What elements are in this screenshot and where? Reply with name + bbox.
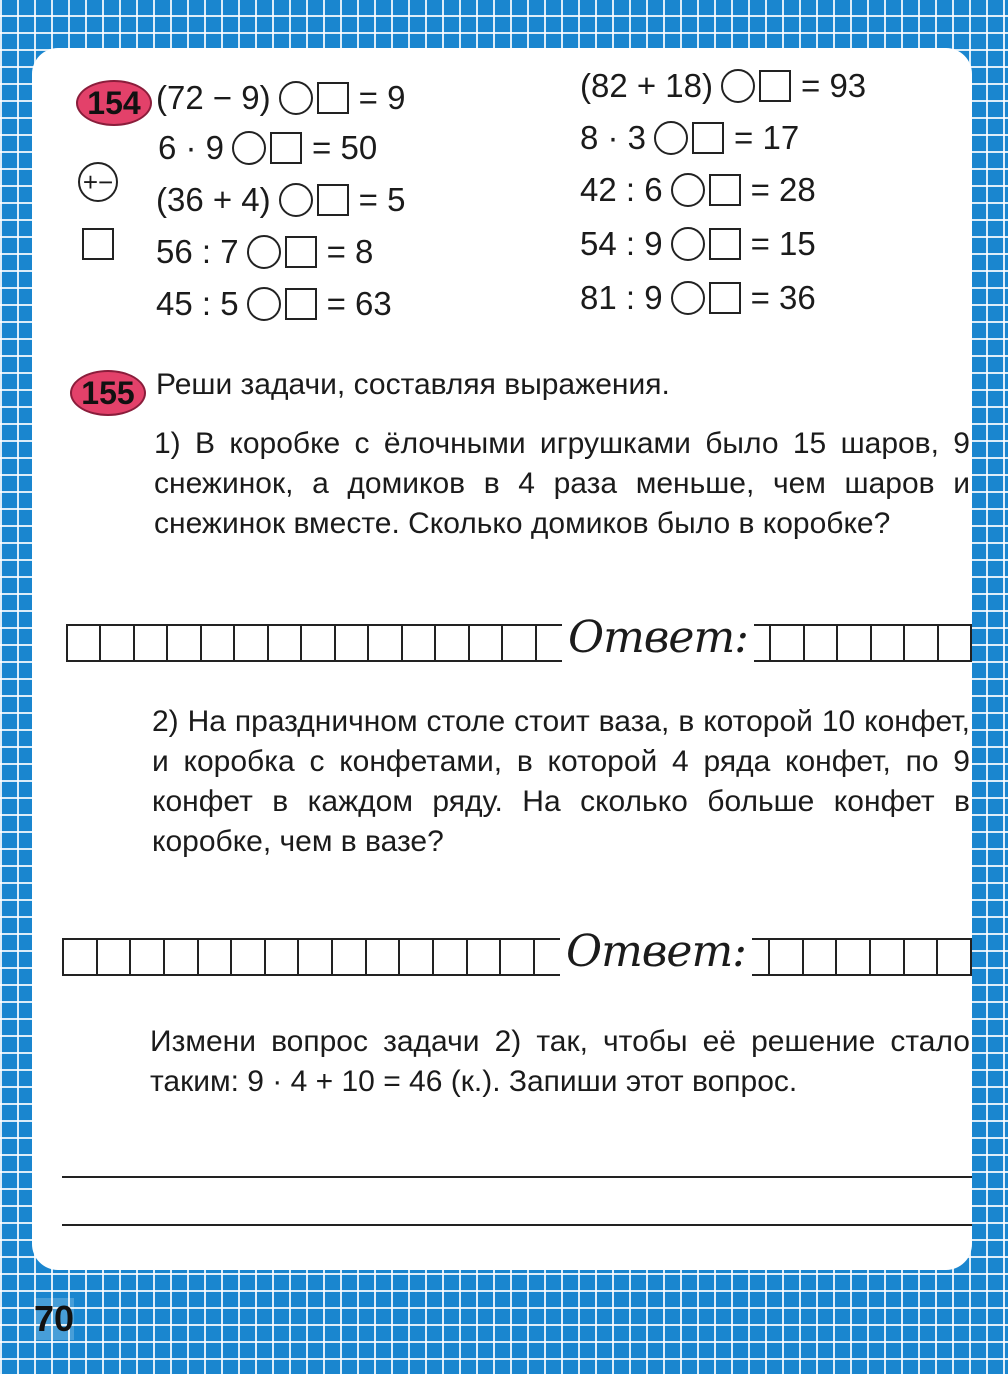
- checkbox-square-icon: [82, 228, 114, 260]
- circle-blank-icon[interactable]: [247, 287, 281, 321]
- result: = 63: [326, 285, 392, 322]
- square-blank-icon[interactable]: [317, 82, 349, 114]
- expression: 6 · 9: [158, 129, 225, 166]
- circle-blank-icon[interactable]: [232, 131, 266, 165]
- circle-blank-icon[interactable]: [671, 173, 705, 207]
- expression: 45 : 5: [156, 285, 239, 322]
- square-blank-icon[interactable]: [270, 132, 302, 164]
- result: = 15: [750, 225, 816, 262]
- equation-left-1: [156, 76, 405, 120]
- equation-right-4: [580, 222, 816, 266]
- square-blank-icon[interactable]: [709, 228, 741, 260]
- expression: 81 : 9: [580, 279, 663, 316]
- answer-label-2: Ответ:: [560, 926, 752, 978]
- circle-blank-icon[interactable]: [247, 235, 281, 269]
- expression: 42 : 6: [580, 171, 663, 208]
- circle-blank-icon[interactable]: [721, 69, 755, 103]
- expression: 8 · 3: [580, 119, 647, 156]
- circle-blank-icon[interactable]: [671, 227, 705, 261]
- task-154-badge: 154: [76, 80, 152, 126]
- square-blank-icon[interactable]: [285, 288, 317, 320]
- write-line-1[interactable]: [62, 1176, 972, 1178]
- task-155-heading: Реши задачи, составляя выражения.: [156, 368, 670, 401]
- circle-blank-icon[interactable]: [671, 281, 705, 315]
- circle-blank-icon[interactable]: [279, 81, 313, 115]
- expression: (72 − 9): [156, 79, 271, 116]
- square-blank-icon[interactable]: [709, 282, 741, 314]
- square-blank-icon[interactable]: [692, 122, 724, 154]
- result: = 17: [734, 119, 800, 156]
- result: = 5: [358, 181, 406, 218]
- equation-left-3: [156, 178, 405, 222]
- change-question-text: Измени вопрос задачи 2) так, чтобы её решение стало таким: 9 · 4 + 10 = 46 (к.). Запиши этот вопрос.: [150, 1025, 970, 1098]
- result: = 9: [358, 79, 406, 116]
- square-blank-icon[interactable]: [285, 236, 317, 268]
- write-line-2[interactable]: [62, 1224, 972, 1226]
- circle-blank-icon[interactable]: [279, 183, 313, 217]
- equation-right-5: [580, 276, 816, 320]
- result: = 8: [326, 233, 374, 270]
- equation-left-2: [158, 126, 377, 170]
- problem-1-text: 1) В коробке с ёлочными игрушками было 15 шаров, 9 снежинок, а домиков в 4 раза меньше, чем шаров и снежинок вместе. Сколько домиков было в коробке?: [154, 427, 970, 540]
- equation-right-3: [580, 168, 816, 212]
- expression: 54 : 9: [580, 225, 663, 262]
- expression: (36 + 4): [156, 181, 271, 218]
- result: = 36: [750, 279, 816, 316]
- expression: (82 + 18): [580, 67, 713, 104]
- result: = 50: [312, 129, 378, 166]
- page-number: 70: [34, 1298, 75, 1339]
- equation-right-2: [580, 116, 799, 160]
- result: = 28: [750, 171, 816, 208]
- answer-grid-1[interactable]: [66, 624, 972, 662]
- expression: 56 : 7: [156, 233, 239, 270]
- square-blank-icon[interactable]: [709, 174, 741, 206]
- answer-grid-2[interactable]: [62, 938, 972, 976]
- problem-2-text: 2) На праздничном столе стоит ваза, в которой 10 конфет, и коробка с конфетами, в которой 4 ряда конфет, по 9 конфет в каждом ряду. На сколько больше конфет в коробке, чем в вазе?: [152, 705, 970, 858]
- plus-minus-icon: +−: [78, 162, 118, 202]
- square-blank-icon[interactable]: [317, 184, 349, 216]
- equation-left-4: [156, 230, 373, 274]
- answer-label-1: Ответ:: [562, 612, 754, 664]
- square-blank-icon[interactable]: [759, 70, 791, 102]
- equation-left-5: [156, 282, 392, 326]
- result: = 93: [801, 67, 867, 104]
- task-155-badge: 155: [70, 370, 146, 416]
- equation-right-1: [580, 64, 866, 108]
- circle-blank-icon[interactable]: [654, 121, 688, 155]
